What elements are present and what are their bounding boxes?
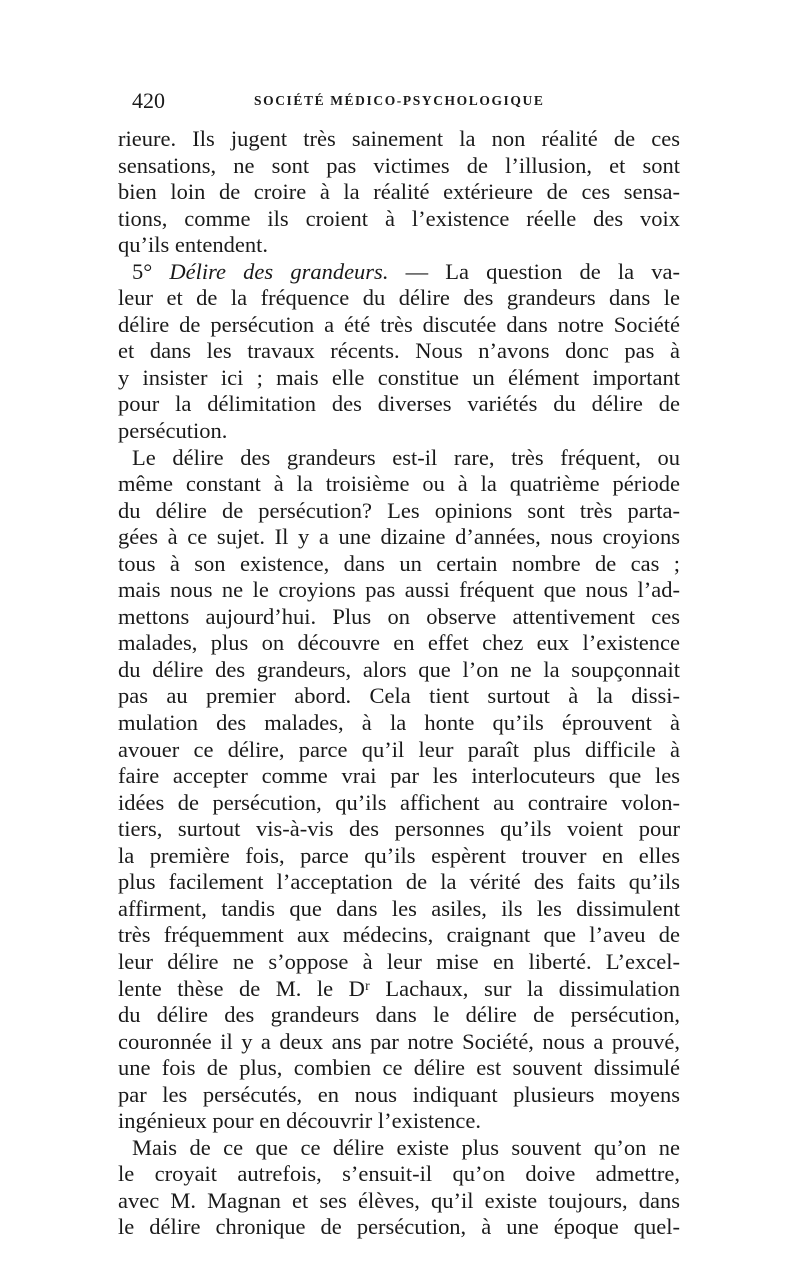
line-text: malades, plus on découvre en effet chez eux l’existence <box>118 630 680 656</box>
text-line <box>118 551 680 578</box>
text-line <box>118 179 680 206</box>
text-line <box>118 418 680 445</box>
text-line <box>118 445 680 472</box>
line-text: persécution. <box>118 418 228 444</box>
section-number: 5° <box>132 258 170 284</box>
text-line <box>118 365 680 392</box>
text-line <box>118 153 680 180</box>
text-line <box>118 498 680 525</box>
text-line <box>118 869 680 896</box>
text-line <box>118 126 680 153</box>
text-line <box>118 976 680 1003</box>
text-line <box>118 1108 680 1135</box>
running-head <box>132 88 677 118</box>
line-text: affirment, tandis que dans les asiles, ils les dissimulent <box>118 895 680 921</box>
text-line <box>118 949 680 976</box>
text-line <box>118 577 680 604</box>
line-text: la première fois, parce qu’ils espèrent trouver en elles <box>118 842 680 868</box>
line-text: bien loin de croire à la réalité extérieure de ces sensa- <box>118 179 680 205</box>
line-text: gées à ce sujet. Il y a une dizaine d’années, nous croyions <box>118 524 680 550</box>
line-text: le croyait autrefois, s’ensuit-il qu’on doive admettre, <box>118 1161 680 1187</box>
line-text: qu’ils entendent. <box>118 232 268 258</box>
line-text: par les persécutés, en nous indiquant plusieurs moyens <box>118 1081 680 1107</box>
line-text: tiers, surtout vis-à-vis des personnes qu’ils voient pour <box>118 816 680 842</box>
text-line <box>118 710 680 737</box>
text-line <box>118 1214 680 1241</box>
line-text: mettons aujourd’hui. Plus on observe attentivement ces <box>118 603 680 629</box>
text-line <box>118 630 680 657</box>
text-line <box>118 312 680 339</box>
line-text: lente thèse de M. le Dʳ Lachaux, sur la dissimulation <box>118 975 680 1001</box>
line-text: même constant à la troisième ou à la quatrième période <box>118 471 680 497</box>
line-text: idées de persécution, qu’ils affichent au contraire volon- <box>118 789 680 815</box>
line-text: du délire des grandeurs, alors que l’on ne la soupçonnait <box>118 656 680 682</box>
line-text: tous à son existence, dans un certain nombre de cas ; <box>118 550 680 576</box>
text-line <box>118 232 680 259</box>
text-line <box>118 1161 680 1188</box>
running-title: SOCIÉTÉ MÉDICO-PSYCHOLOGIQUE <box>254 93 545 108</box>
line-text: le délire chronique de persécution, à une époque quel- <box>118 1214 680 1240</box>
text-line <box>118 604 680 631</box>
line-text: mulation des malades, à la honte qu’ils éprouvent à <box>118 710 680 736</box>
text-line <box>118 683 680 710</box>
line-text: tions, comme ils croient à l’existence réelle des voix <box>118 205 680 231</box>
line-text: faire accepter comme vrai par les interlocuteurs que les <box>118 763 680 789</box>
text-line <box>118 1135 680 1162</box>
page-number: 420 <box>132 88 165 113</box>
text-line <box>118 338 680 365</box>
line-text: avouer ce délire, parce qu’il leur paraît plus difficile à <box>118 736 680 762</box>
line-text: leur délire ne s’oppose à leur mise en liberté. L’excel- <box>118 948 680 974</box>
line-text: leur et de la fréquence du délire des grandeurs dans le <box>118 285 680 311</box>
line-text: et dans les travaux récents. Nous n’avons donc pas à <box>118 338 680 364</box>
text-line <box>118 790 680 817</box>
line-text: pas au premier abord. Cela tient surtout à la dissi- <box>118 683 680 709</box>
text-line <box>118 816 680 843</box>
text-line <box>118 763 680 790</box>
line-text: rieure. Ils jugent très sainement la non réalité de ces <box>118 126 680 151</box>
text-line <box>118 471 680 498</box>
line-text: délire de persécution a été très discutée dans notre Société <box>118 311 680 337</box>
line-text: une fois de plus, combien ce délire est souvent dissimulé <box>118 1055 680 1081</box>
line-text: mais nous ne le croyions pas aussi fréquent que nous l’ad- <box>118 577 680 603</box>
line-text: ingénieux pour en découvrir l’existence. <box>118 1108 481 1134</box>
line-text: — La question de la va- <box>388 258 680 284</box>
line-text: sensations, ne sont pas victimes de l’illusion, et sont <box>118 152 680 178</box>
text-line <box>118 737 680 764</box>
text-line <box>118 391 680 418</box>
line-text: plus facilement l’acceptation de la vérité des faits qu’ils <box>118 869 680 895</box>
text-line <box>118 843 680 870</box>
line-text: avec M. Magnan et ses élèves, qu’il existe toujours, dans <box>118 1187 680 1213</box>
line-text: Mais de ce que ce délire existe plus souvent qu’on ne <box>132 1134 680 1160</box>
line-text: du délire des grandeurs dans le délire de persécution, <box>118 1002 680 1028</box>
text-line <box>118 285 680 312</box>
text-line <box>118 206 680 233</box>
text-line <box>118 1055 680 1082</box>
text-line <box>118 657 680 684</box>
text-line <box>118 1082 680 1109</box>
text-line <box>118 524 680 551</box>
text-line <box>118 1002 680 1029</box>
line-text: du délire de persécution? Les opinions sont très parta- <box>118 497 680 523</box>
body-text <box>118 126 680 1241</box>
text-line <box>118 1029 680 1056</box>
line-text: Le délire des grandeurs est-il rare, très fréquent, ou <box>132 444 680 470</box>
line-text: très fréquemment aux médecins, craignant que l’aveu de <box>118 922 680 948</box>
line-text: pour la délimitation des diverses variétés du délire de <box>118 391 680 417</box>
text-line <box>118 922 680 949</box>
text-line <box>118 259 680 286</box>
line-text: y insister ici ; mais elle constitue un élément important <box>118 364 680 390</box>
text-line <box>118 1188 680 1215</box>
line-text: couronnée il y a deux ans par notre Société, nous a prouvé, <box>118 1028 680 1054</box>
section-heading: Délire des grandeurs. <box>169 258 389 284</box>
text-line <box>118 896 680 923</box>
